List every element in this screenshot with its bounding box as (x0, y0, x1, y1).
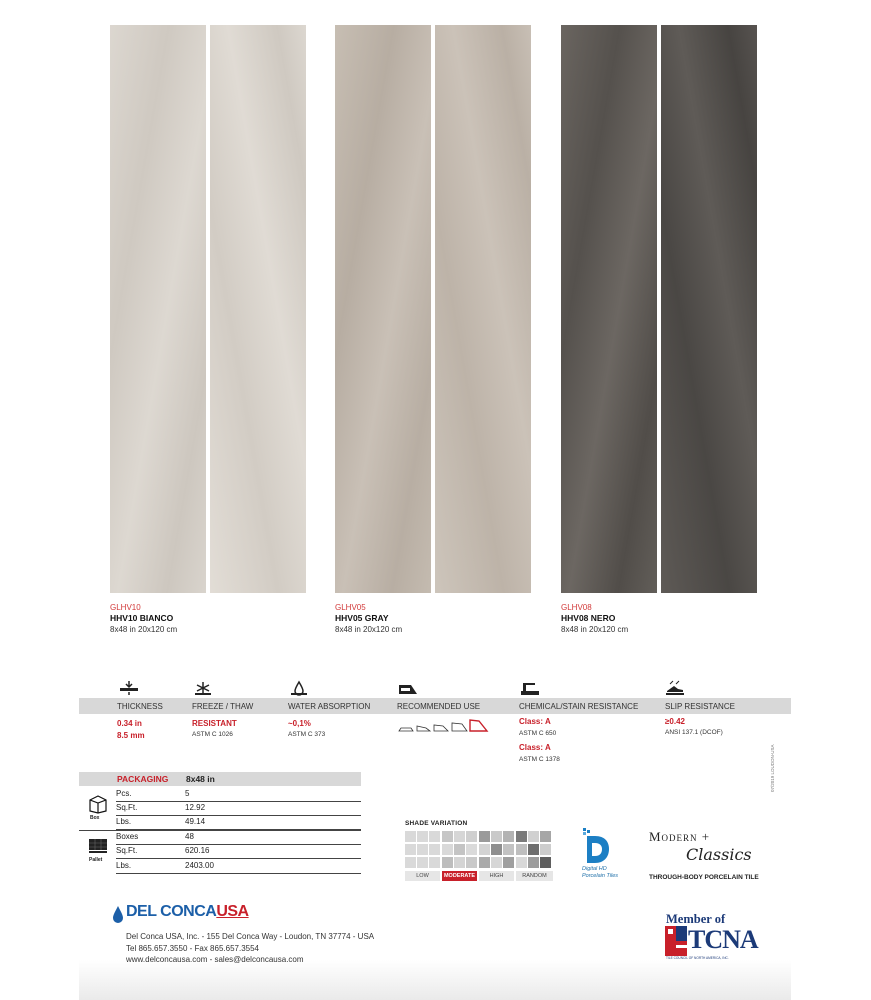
logo-text: DEL CONCA (126, 903, 217, 920)
packaging-table (79, 772, 361, 876)
spec-title-water: WATER ABSORPTION (288, 702, 371, 711)
thickness-inches: 0.34 in (117, 719, 142, 728)
tile-name: HHV08 NERO (561, 613, 616, 623)
pallet-label: Pallet (89, 857, 103, 863)
floor-icon (397, 680, 419, 696)
tile-code: GLHV05 (335, 603, 366, 612)
tile-plank (661, 25, 757, 593)
tile-size: 8x48 in 20x120 cm (561, 625, 629, 634)
row-label: Lbs. (116, 861, 132, 870)
digital-hd-icon (581, 828, 611, 864)
shade-level-moderate: MODERATE (443, 873, 476, 879)
section-divider (79, 830, 361, 831)
recommended-use-icons (397, 719, 489, 733)
spec-title-freeze: FREEZE / THAW (192, 702, 254, 711)
table-row (116, 831, 361, 845)
shade-level-low: LOW (405, 871, 440, 881)
tile-size: 8x48 in 20x120 cm (110, 625, 178, 634)
chemical-class: Class: A (519, 717, 551, 726)
tile-plank (210, 25, 306, 593)
shade-level-high: HIGH (479, 871, 514, 881)
tile-plank (435, 25, 531, 593)
row-value: 49.14 (185, 817, 206, 826)
spec-title-thickness: THICKNESS (117, 702, 163, 711)
page-bottom-shadow (79, 960, 791, 1000)
tile-caption (561, 602, 628, 635)
thickness-icon (118, 680, 140, 696)
tile-code: GLHV10 (110, 603, 141, 612)
digital-hd-caption (582, 866, 618, 880)
spec-title-chemical: CHEMICAL/STAIN RESISTANCE (519, 702, 639, 711)
spec-title-use: RECOMMENDED USE (397, 702, 481, 711)
stain-standard: ASTM C 1378 (519, 756, 560, 763)
row-label: Lbs. (116, 817, 132, 826)
stain-class: Class: A (519, 743, 551, 752)
classics-script: Classics (686, 845, 752, 864)
digital-hd-line2: Porcelain Tiles (582, 873, 619, 879)
shoe-icon (664, 680, 686, 696)
tcna-logo: TCNA (688, 925, 758, 954)
tile-name: HHV10 BIANCO (110, 613, 174, 623)
del-conca-logo-icon (111, 905, 125, 925)
side-note-box (770, 720, 778, 792)
shade-swatch-grid (405, 831, 553, 869)
tile-caption (110, 602, 177, 635)
pallet-icon (88, 838, 108, 854)
row-value: 620.16 (185, 846, 210, 855)
chemical-standard: ASTM C 650 (519, 730, 557, 737)
box-icon (87, 794, 109, 814)
tile-plank (561, 25, 657, 593)
table-row (116, 788, 361, 802)
tcna-subtitle: TILE COUNCIL OF NORTH AMERICA, INC. (666, 956, 729, 960)
table-row (116, 860, 361, 874)
row-label: Sq.Ft. (116, 846, 138, 855)
freeze-standard: ASTM C 1026 (192, 731, 233, 738)
thickness-mm: 8.5 mm (117, 731, 145, 740)
company-web: www.delconcausa.com - sales@delconcausa.com (126, 955, 304, 964)
modern-classics-title: Modern + (649, 829, 711, 844)
tile-plank (110, 25, 206, 593)
company-address: Del Conca USA, Inc. - 155 Del Conca Way - Loudon, TN 37774 - USA (126, 932, 375, 941)
del-conca-logo (126, 903, 249, 921)
side-note: 07/2019 LOUDON-USA (770, 744, 775, 792)
table-row (116, 802, 361, 816)
shade-variation-title: SHADE VARIATION (405, 820, 468, 827)
row-label: Pcs. (116, 789, 132, 798)
flags-icon (665, 926, 687, 956)
packaging-title: PACKAGING (117, 774, 169, 784)
row-label: Boxes (116, 832, 139, 841)
tcna-member-label: Member of (666, 912, 726, 926)
tile-size: 8x48 in 20x120 cm (335, 625, 403, 634)
row-value: 48 (185, 832, 194, 841)
freeze-value: RESISTANT (192, 719, 237, 728)
packaging-header (79, 772, 361, 786)
tile-plank (335, 25, 431, 593)
slip-value: ≥0.42 (665, 717, 685, 726)
water-standard: ASTM C 373 (288, 731, 326, 738)
water-value: ~0,1% (288, 719, 311, 728)
row-label: Sq.Ft. (116, 803, 138, 812)
water-drop-icon (288, 680, 310, 696)
logo-usa: USA (216, 903, 249, 920)
box-label: Box (90, 815, 100, 821)
chemical-icon (519, 680, 541, 696)
digital-hd-line1: Digital HD (582, 866, 607, 872)
table-row (116, 816, 361, 830)
packaging-format: 8x48 in (186, 774, 215, 784)
row-value: 2403.00 (185, 861, 214, 870)
slip-standard: ANSI 137.1 (DCOF) (665, 729, 723, 736)
through-body-label: THROUGH-BODY PORCELAIN TILE (649, 874, 759, 881)
row-value: 12.92 (185, 803, 206, 812)
shade-swatches (405, 831, 553, 869)
table-row (116, 845, 361, 859)
snowflake-icon (192, 680, 214, 696)
tile-code: GLHV08 (561, 603, 592, 612)
shade-level-random: RANDOM (516, 871, 553, 881)
tile-name: HHV05 GRAY (335, 613, 389, 623)
tile-caption (335, 602, 402, 635)
company-phone: Tel 865.657.3550 - Fax 865.657.3554 (126, 944, 259, 953)
spec-title-slip: SLIP RESISTANCE (665, 702, 735, 711)
row-value: 5 (185, 789, 190, 798)
